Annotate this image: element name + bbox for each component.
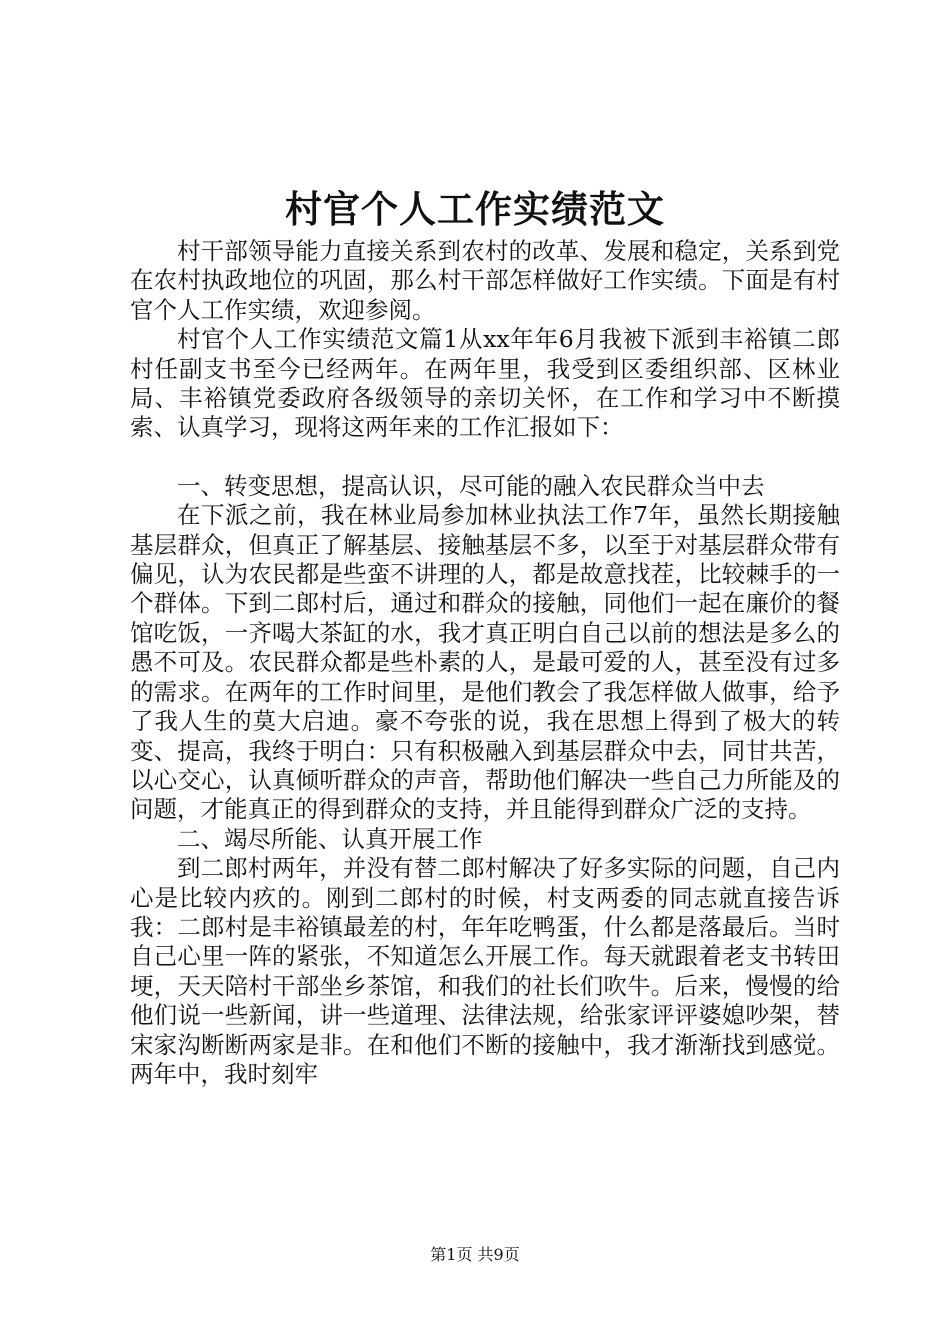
section-heading-1: 一、转变思想，提高认识，尽可能的融入农民群众当中去 — [177, 471, 765, 500]
page-footer: 第1页 共9页 — [430, 1245, 520, 1264]
body-paragraph-3: 到二郎村两年，并没有替二郎村解决了好多实际的问题，自己内心是比较内疚的。刚到二郎村的时候，村支两委的同志就直接告诉我：二郎村是丰裕镇最差的村，年年吃鸭蛋，什么都是落最后。当时自己心里一阵的紧张，不知道怎么开展工作。每天就跟着老支书转田埂，天天陪村干部坐乡茶馆，和我们的社长们吹牛。后来，慢慢的给他们说一些新闻，讲一些道理、法律法规，给张家评评婆媳吵架，替宋家沟断断两家是非。在和他们不断的接触中，我才渐渐找到感觉。两年中，我时刻牢 — [130, 854, 840, 1088]
body-paragraph-1: 村官个人工作实绩范文篇1从xx年年6月我被下派到丰裕镇二郎村任副支书至今已经两年。在两年里，我受到区委组织部、区林业局、丰裕镇党委政府各级领导的亲切关怀，在工作和学习中不断摸索、认真学习，现将这两年来的工作汇报如下： — [130, 325, 840, 442]
body-paragraph-2: 在下派之前，我在林业局参加林业执法工作7年，虽然长期接触基层群众，但真正了解基层、接触基层不多，以至于对基层群众带有偏见，认为农民都是些蛮不讲理的人，都是故意找茬，比较棘手的一个群体。下到二郎村后，通过和群众的接触，同他们一起在廉价的餐馆吃饭，一齐喝大茶缸的水，我才真正明白自己以前的想法是多么的愚不可及。农民群众都是些朴素的人，是最可爱的人，甚至没有过多的需求。在两年的工作时间里，是他们教会了我怎样做人做事，给予了我人生的莫大启迪。豪不夸张的说，我在思想上得到了极大的转变、提高，我终于明白：只有积极融入到基层群众中去，同甘共苦，以心交心，认真倾听群众的声音，帮助他们解决一些自己力所能及的问题，才能真正的得到群众的支持，并且能得到群众广泛的支持。 — [130, 501, 840, 824]
document-title: 村官个人工作实绩范文 — [285, 187, 665, 231]
intro-paragraph: 村干部领导能力直接关系到农村的改革、发展和稳定，关系到党在农村执政地位的巩固，那么村干部怎样做好工作实绩。下面是有村官个人工作实绩，欢迎参阅。 — [130, 237, 840, 324]
paragraph-gap — [130, 443, 840, 472]
section-heading-2: 二、竭尽所能、认真开展工作 — [177, 824, 483, 853]
document-body — [130, 237, 840, 1089]
